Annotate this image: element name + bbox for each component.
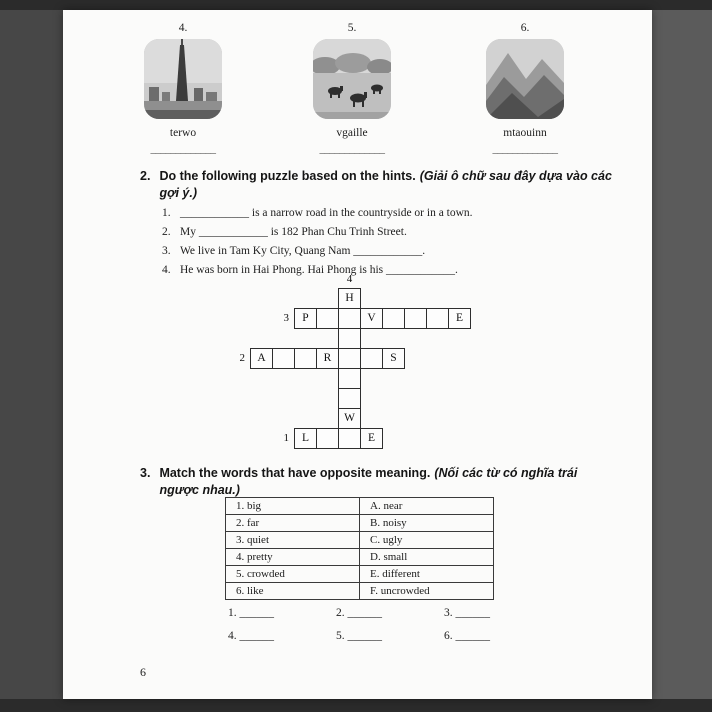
picture-answer-line: _____________	[319, 143, 385, 155]
crossword-cell	[404, 308, 427, 329]
village-photo-art	[313, 39, 391, 119]
picture-number: 4.	[178, 22, 188, 34]
crossword-cell: R	[316, 348, 339, 369]
crossword-cell	[338, 368, 361, 389]
crossword-clue-number: 3	[283, 312, 289, 324]
word-cell: 4. pretty	[226, 549, 360, 566]
section3-number: 3.	[140, 466, 151, 480]
section3-title-en: Match the words that have opposite meaning.	[159, 466, 431, 480]
hint-text: My ____________ is 182 Phan Chu Trinh Street.	[180, 226, 407, 238]
crossword-cell: S	[382, 348, 405, 369]
answer-blank: 4. ______	[228, 630, 274, 642]
match-table	[225, 497, 494, 600]
answer-blank: 5. ______	[336, 630, 382, 642]
hint-text: He was born in Hai Phong. Hai Phong is his ____________.	[180, 264, 458, 276]
crossword-clue-number: 4	[346, 273, 353, 285]
crossword-clue-number: 1	[283, 432, 289, 444]
crossword-cell: H	[338, 288, 361, 309]
hint-item	[162, 225, 473, 239]
crossword-cell	[382, 308, 405, 329]
picture-number: 5.	[347, 22, 357, 34]
tower-photo	[144, 39, 222, 119]
hint-text: We live in Tam Ky City, Quang Nam ____________.	[180, 245, 426, 257]
word-cell: 1. big	[226, 498, 360, 515]
crossword-cell	[272, 348, 295, 369]
section2-title-en: Do the following puzzle based on the hints.	[159, 169, 416, 183]
crossword-grid	[239, 273, 495, 468]
table-row	[226, 583, 494, 600]
answer-row-2	[228, 630, 552, 642]
workbook-page	[63, 10, 652, 699]
match-table-body	[226, 498, 494, 600]
crossword-cell	[294, 348, 317, 369]
answer-blank: 6. ______	[444, 630, 490, 642]
picture-number: 6.	[520, 22, 530, 34]
crossword-cell: E	[448, 308, 471, 329]
picture-answer-line: _____________	[492, 143, 558, 155]
answer-blank: 3. ______	[444, 607, 490, 619]
word-cell: 6. like	[226, 583, 360, 600]
mountain-photo-art	[486, 39, 564, 119]
crossword-cell	[426, 308, 449, 329]
crossword-clue-number: 2	[239, 352, 245, 364]
section3-heading	[140, 465, 614, 499]
picture-answer-line: _____________	[150, 143, 216, 155]
opposite-cell: F. uncrowded	[360, 583, 494, 600]
crossword-cell: E	[360, 428, 383, 449]
crossword-cell	[338, 388, 361, 409]
picture-item-6	[465, 22, 585, 155]
crossword-cell	[316, 428, 339, 449]
table-row	[226, 498, 494, 515]
scan-border-top	[0, 0, 712, 10]
word-cell: 3. quiet	[226, 532, 360, 549]
table-row	[226, 532, 494, 549]
hint-number: 3.	[162, 245, 171, 257]
section3-title	[159, 465, 614, 499]
hint-number: 4.	[162, 264, 171, 276]
answer-row-1	[228, 607, 552, 619]
crossword-cell: V	[360, 308, 383, 329]
hint-number: 1.	[162, 207, 171, 219]
word-cell: 2. far	[226, 515, 360, 532]
section2-number: 2.	[140, 169, 151, 183]
section2-title	[159, 168, 614, 202]
word-cell: 5. crowded	[226, 566, 360, 583]
crossword-cell	[338, 428, 361, 449]
crossword-cell: W	[338, 408, 361, 429]
crossword-cell	[338, 348, 361, 369]
scan-border-bottom	[0, 699, 712, 712]
opposite-cell: B. noisy	[360, 515, 494, 532]
opposite-cell: E. different	[360, 566, 494, 583]
table-row	[226, 566, 494, 583]
tower-photo-art	[144, 39, 222, 119]
hint-item	[162, 263, 473, 277]
village-photo	[313, 39, 391, 119]
table-row	[226, 515, 494, 532]
crossword-cell: A	[250, 348, 273, 369]
section2-heading	[140, 168, 614, 202]
hint-item	[162, 206, 473, 220]
table-row	[226, 549, 494, 566]
scan-border-left	[0, 10, 63, 699]
hint-number: 2.	[162, 226, 171, 238]
answer-blank: 2. ______	[336, 607, 382, 619]
scrambled-word: mtaouinn	[503, 127, 547, 139]
scrambled-word: terwo	[169, 127, 197, 139]
scan-border-right	[652, 10, 712, 699]
opposite-cell: A. near	[360, 498, 494, 515]
crossword-cell	[316, 308, 339, 329]
picture-item-5	[292, 22, 412, 155]
crossword-cell: P	[294, 308, 317, 329]
crossword-cell	[360, 348, 383, 369]
mountain-photo	[486, 39, 564, 119]
picture-item-4	[123, 22, 243, 155]
section2-title-vi: (Giải ô chữ sau đây dựa vào các gợi ý.)	[159, 169, 612, 200]
hint-list	[162, 206, 473, 282]
section3-title-vi: (Nối các từ có nghĩa trái ngược nhau.)	[159, 466, 578, 497]
scrambled-word: vgaille	[336, 127, 368, 139]
answer-blank: 1. ______	[228, 607, 274, 619]
page-number: 6	[140, 665, 146, 679]
opposite-cell: D. small	[360, 549, 494, 566]
hint-item	[162, 244, 473, 258]
crossword-cell: L	[294, 428, 317, 449]
opposite-cell: C. ugly	[360, 532, 494, 549]
crossword-cell	[338, 328, 361, 349]
hint-text: ____________ is a narrow road in the countryside or in a town.	[180, 207, 473, 219]
crossword-cell	[338, 308, 361, 329]
